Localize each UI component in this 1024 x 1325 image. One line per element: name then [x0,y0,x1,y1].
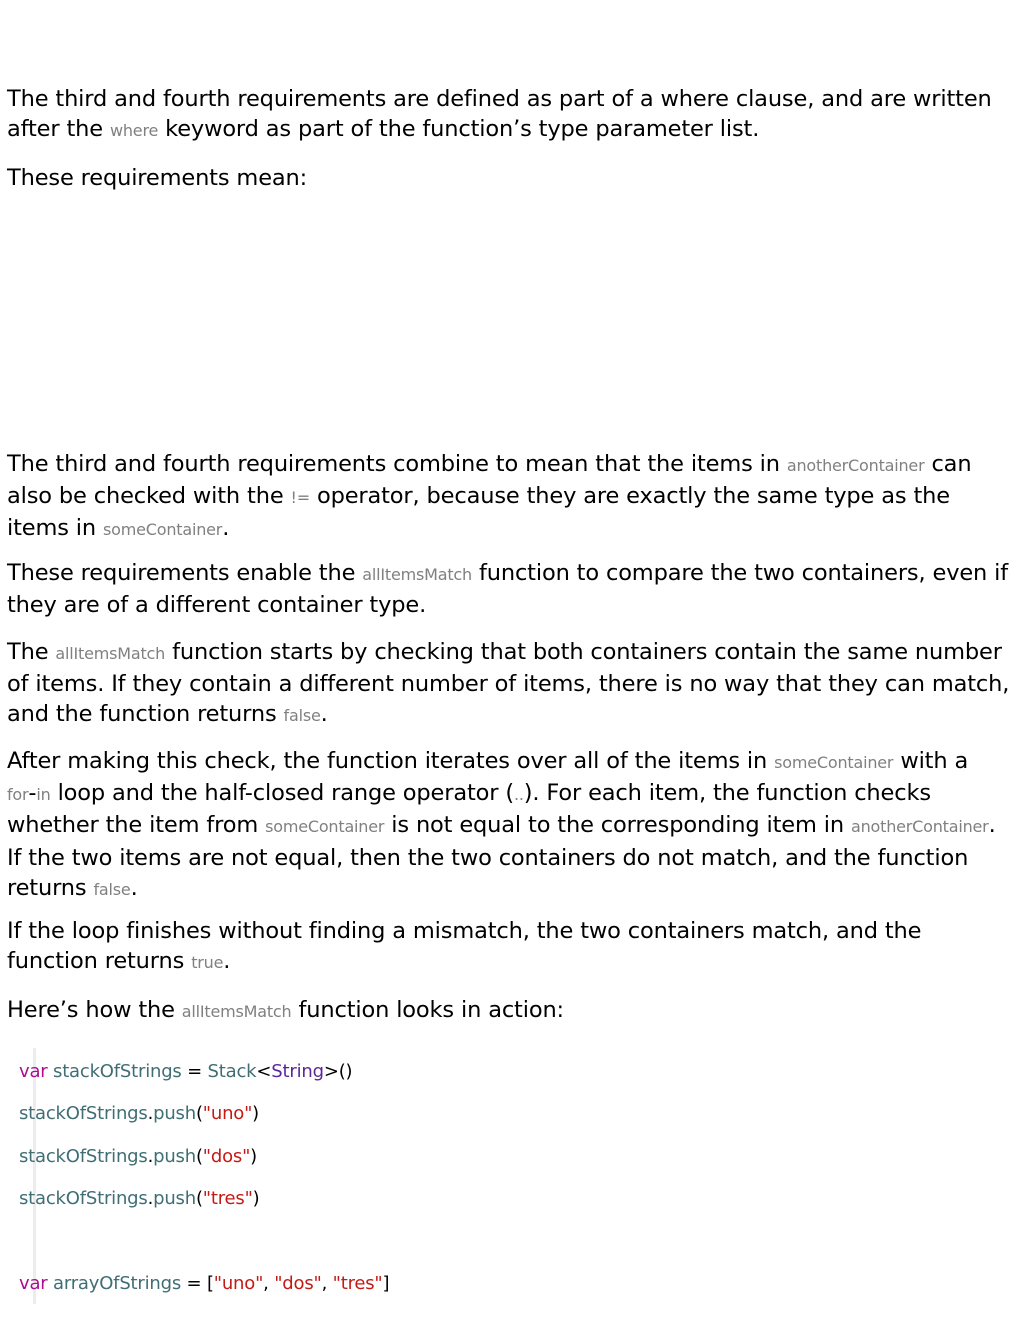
inline-code: someContainer [103,520,223,540]
text-line: after the where keyword as part of the function’s type parameter list. [7,116,760,143]
text-line: If the loop finishes without finding a mismatch, the two containers match, and the [7,918,922,944]
text-line: items in someContainer. [7,515,230,542]
paragraph-enable-compare [7,558,1019,620]
text-line: The third and fourth requirements combine to mean that the items in anotherContainer can [7,451,972,477]
inline-code: someContainer [265,817,385,837]
text-line: These requirements enable the allItemsMatch function to compare the two containers, even if [7,560,1009,586]
code-line: var stackOfStrings = Stack<String>() [19,1061,353,1082]
paragraph-combine [7,449,1019,546]
paragraph-count-check [7,637,1019,732]
text-line: After making this check, the function iterates over all of the items in someContainer with a [7,748,969,774]
text-line: function returns true. [7,948,231,975]
text-line: and the function returns false. [7,701,328,728]
text-line: they are of a different container type. [7,592,427,619]
inline-code: != [290,488,310,508]
inline-code: allItemsMatch [55,644,166,663]
inline-code: false [93,879,131,899]
paragraph-iteration [7,746,1019,905]
text-line: of items. If they contain a different number of items, there is no way that they can match, [7,671,1010,698]
text-line: If the two items are not equal, then the two containers do not match, and the function [7,844,969,871]
inline-code: someContainer [774,753,894,772]
text-line: The third and fourth requirements are defined as part of a where clause, and are written [7,86,992,112]
code-line: stackOfStrings.push("dos") [19,1146,257,1167]
paragraph-loop-finishes [7,916,1019,978]
code-block [0,1048,1024,1308]
code-line: stackOfStrings.push("uno") [19,1103,259,1124]
inline-code: .. [513,785,524,805]
inline-code: anotherContainer [851,817,989,837]
text-line: for-in loop and the half-closed range operator (..). For each item, the function checks [7,780,931,807]
text-line: returns false. [7,874,138,901]
inline-code: in [36,785,51,805]
inline-code: true [191,953,224,973]
text-line: These requirements mean: [7,165,308,191]
inline-code: for [7,785,29,805]
inline-code: false [283,706,321,726]
inline-code: anotherContainer [786,456,925,475]
text-line: The allItemsMatch function starts by checking that both containers contain the same number [7,639,1002,665]
paragraph-requirements-mean [7,163,1019,193]
text-line: also be checked with the != operator, because they are exactly the same type as the [7,483,950,510]
inline-code: where [109,121,159,141]
code-line: var arrayOfStrings = ["uno", "dos", "tres"] [19,1273,390,1294]
code-line: stackOfStrings.push("tres") [19,1188,260,1209]
paragraph-in-action [7,995,1019,1027]
inline-code: allItemsMatch [181,1002,292,1021]
inline-code: allItemsMatch [362,565,472,584]
text-line: whether the item from someContainer is not equal to the corresponding item in anotherContainer. [7,812,996,839]
text-line: Here’s how the allItemsMatch function looks in action: [7,997,564,1023]
code-block-rule [33,1048,36,1304]
paragraph-where-clause [7,84,1019,146]
